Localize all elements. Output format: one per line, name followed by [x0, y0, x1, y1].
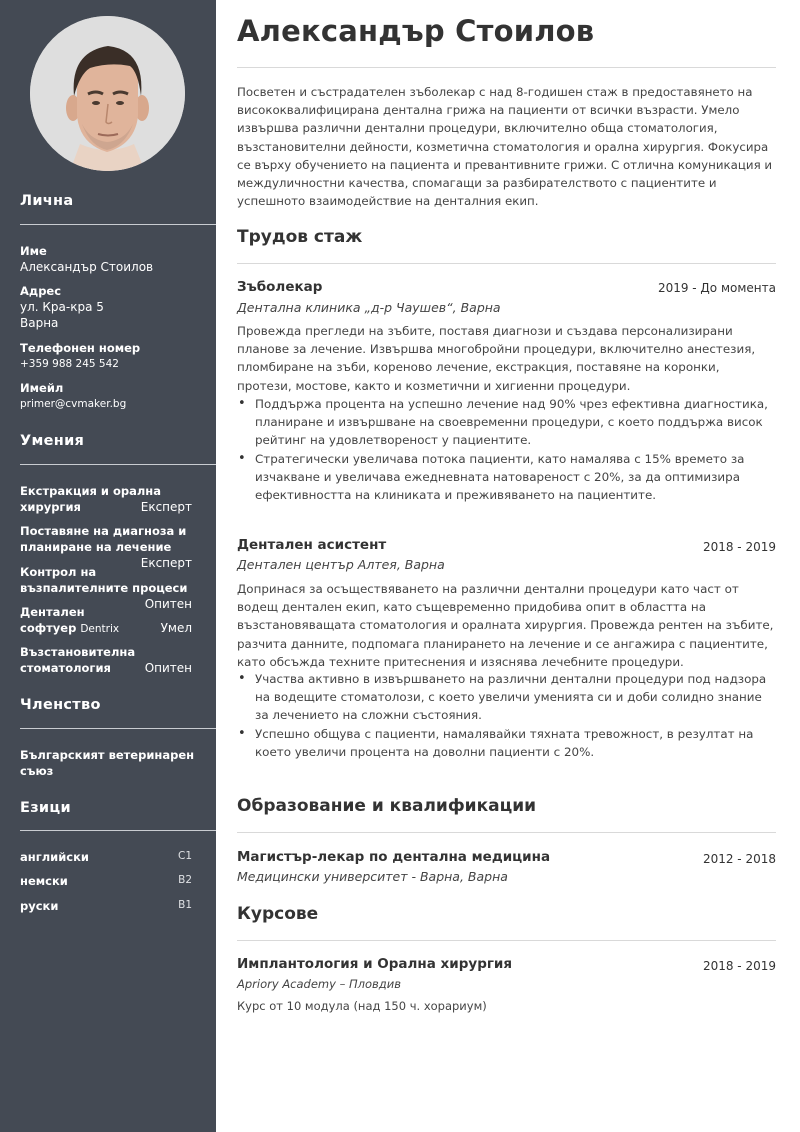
education-title: Магистър-лекар по дентална медицина: [237, 849, 551, 865]
skill-level: Експерт: [140, 500, 192, 514]
skill-name: Екстракция и орална хирургия: [20, 484, 161, 514]
achievement-item: • Стратегически увеличава потока пациенти, като намалява с 15% времето за изчакване и увеличава ежедневната натовареност с 20%, за да оптимизира ефективността на клиниката и преживяването на пациентите.: [237, 450, 776, 505]
job-title: Зъболекар: [237, 279, 323, 295]
job-description: Допринася за осъществяването на различни дентални процедури като част от водещ дентален екип, като същевременно придобива опит в областта на възстановяващата стоматология и оралната хирургия. Провежда рентен на зъбите, разчита данните, подпомага планирането на лечение и се ангажира с пациентите, като обсъжда техните притеснения и изяснява лечебните процедури.: [237, 582, 774, 669]
language-level: C1: [177, 850, 192, 862]
course-organization: Apriory Academy – Пловдив: [237, 977, 402, 991]
section-divider: [237, 832, 776, 833]
section-divider: [237, 263, 776, 264]
phone-label: Телефонен номер: [20, 341, 141, 355]
section-divider: [20, 728, 216, 729]
section-divider: [20, 830, 216, 831]
achievement-item: • Успешно общува с пациенти, намалявайки тяхната тревожност, в резултат на което увеличи процента на доволни пациенти с 20%.: [237, 725, 776, 761]
name-label: Име: [20, 244, 47, 258]
membership-section-title: Членство: [20, 697, 101, 713]
profile-summary: Посветен и състрадателен зъболекар с над 8-годишен стаж в предоставянето на висококвалифицирана дентална грижа на пациенти от всички възрасти. Умело извършва различни дентални процедури, включително обща стоматология, възстановителни дейности, козметична стоматология и орална хирургия. Фокусира се върху обучението на пациента и превантивните грижи. С отлична комуникация и междуличностни качества, спомагащи за разбирателството с пациентите и успешното взаимодействие на денталния екип.: [237, 85, 773, 209]
job-achievements: [237, 670, 776, 761]
achievement-item: • Поддържа процента на успешно лечение над 90% чрез ефективна диагностика, планиране и извършване на своевременни процедури, с което поддържа висок рейтинг на удовлетвореност у пациентите.: [237, 395, 776, 450]
skill-level: Експерт: [140, 556, 192, 570]
person-portrait-icon: [30, 16, 185, 171]
skill-item: [20, 483, 192, 515]
education-institution: Медицински университет - Варна, Варна: [237, 869, 508, 884]
address-label: Адрес: [20, 284, 62, 298]
skill-item: [20, 644, 192, 676]
language-name: немски: [20, 874, 68, 888]
sidebar: [0, 0, 216, 1132]
job-organization: Дентална клиника „д-р Чаушев“, Варна: [237, 300, 501, 315]
language-level: B1: [178, 899, 192, 911]
section-divider: [20, 224, 216, 225]
language-name: английски: [20, 850, 89, 864]
phone-value: +359 988 245 542: [20, 358, 119, 370]
job-description: Провежда прегледи на зъбите, поставя диагнози и създава персонализирани планове за лечение. Извършва многобройни процедури, включително анестезия, пломбиране на зъби, кореново лечение, екстракция, поставяне на коронки, протези, мостове, както и козметични и хигиенни процедури.: [237, 324, 756, 393]
skill-item: [20, 564, 192, 611]
candidate-name: Александър Стоилов: [237, 14, 595, 48]
language-name: руски: [20, 899, 59, 913]
membership-item: Българският ветеринарен съюз: [20, 748, 195, 778]
job-title: Дентален асистент: [237, 537, 387, 553]
skill-name: Контрол на възпалителните процеси: [20, 565, 188, 595]
address-line-1: ул. Кра-кра 5: [20, 300, 104, 314]
course-description: Курс от 10 модула (над 150 ч. хорариум): [237, 999, 487, 1013]
skill-level: Опитен: [144, 661, 192, 675]
section-divider: [237, 940, 776, 941]
address-line-2: Варна: [20, 316, 59, 330]
language-item: [20, 874, 192, 888]
skill-level: Умел: [160, 621, 192, 635]
profile-photo: [30, 16, 185, 171]
email-value[interactable]: primer@cvmaker.bg: [20, 398, 127, 410]
languages-section-title: Езици: [20, 800, 71, 816]
course-title: Имплантология и Орална хирургия: [237, 956, 513, 972]
skill-item: [20, 604, 192, 637]
experience-section-title: Трудов стаж: [237, 227, 363, 247]
skill-name: Поставяне на диагноза и планиране на лечение: [20, 524, 187, 554]
skill-name: Възстановителна стоматология: [20, 645, 136, 675]
language-item: [20, 850, 192, 864]
education-date: 2012 - 2018: [702, 852, 776, 866]
header-divider: [237, 67, 776, 68]
education-section-title: Образование и квалификации: [237, 796, 537, 816]
language-level: B2: [178, 874, 192, 886]
skill-level: Опитен: [144, 597, 192, 611]
achievement-item: • Участва активно в извършването на различни дентални процедури под надзора на водещите стоматолози, с което увеличи уменията си и доби солидно знание за лечението на сложни състояния.: [237, 670, 776, 725]
courses-section-title: Курсове: [237, 904, 319, 924]
name-value: Александър Стоилов: [20, 260, 154, 274]
course-date: 2018 - 2019: [702, 959, 776, 973]
email-label: Имейл: [20, 381, 64, 395]
skill-sub: Dentrix: [80, 623, 120, 635]
skills-section-title: Умения: [20, 433, 85, 449]
section-divider: [20, 464, 216, 465]
job-date: 2019 - До момента: [657, 281, 776, 295]
skill-item: [20, 523, 192, 570]
job-achievements: [237, 395, 776, 504]
job-organization: Дентален център Алтея, Варна: [237, 557, 445, 572]
job-date: 2018 - 2019: [702, 540, 776, 554]
personal-section-title: Лична: [20, 193, 74, 209]
language-item: [20, 899, 192, 913]
skill-name: Дентален софтуер: [20, 605, 85, 635]
